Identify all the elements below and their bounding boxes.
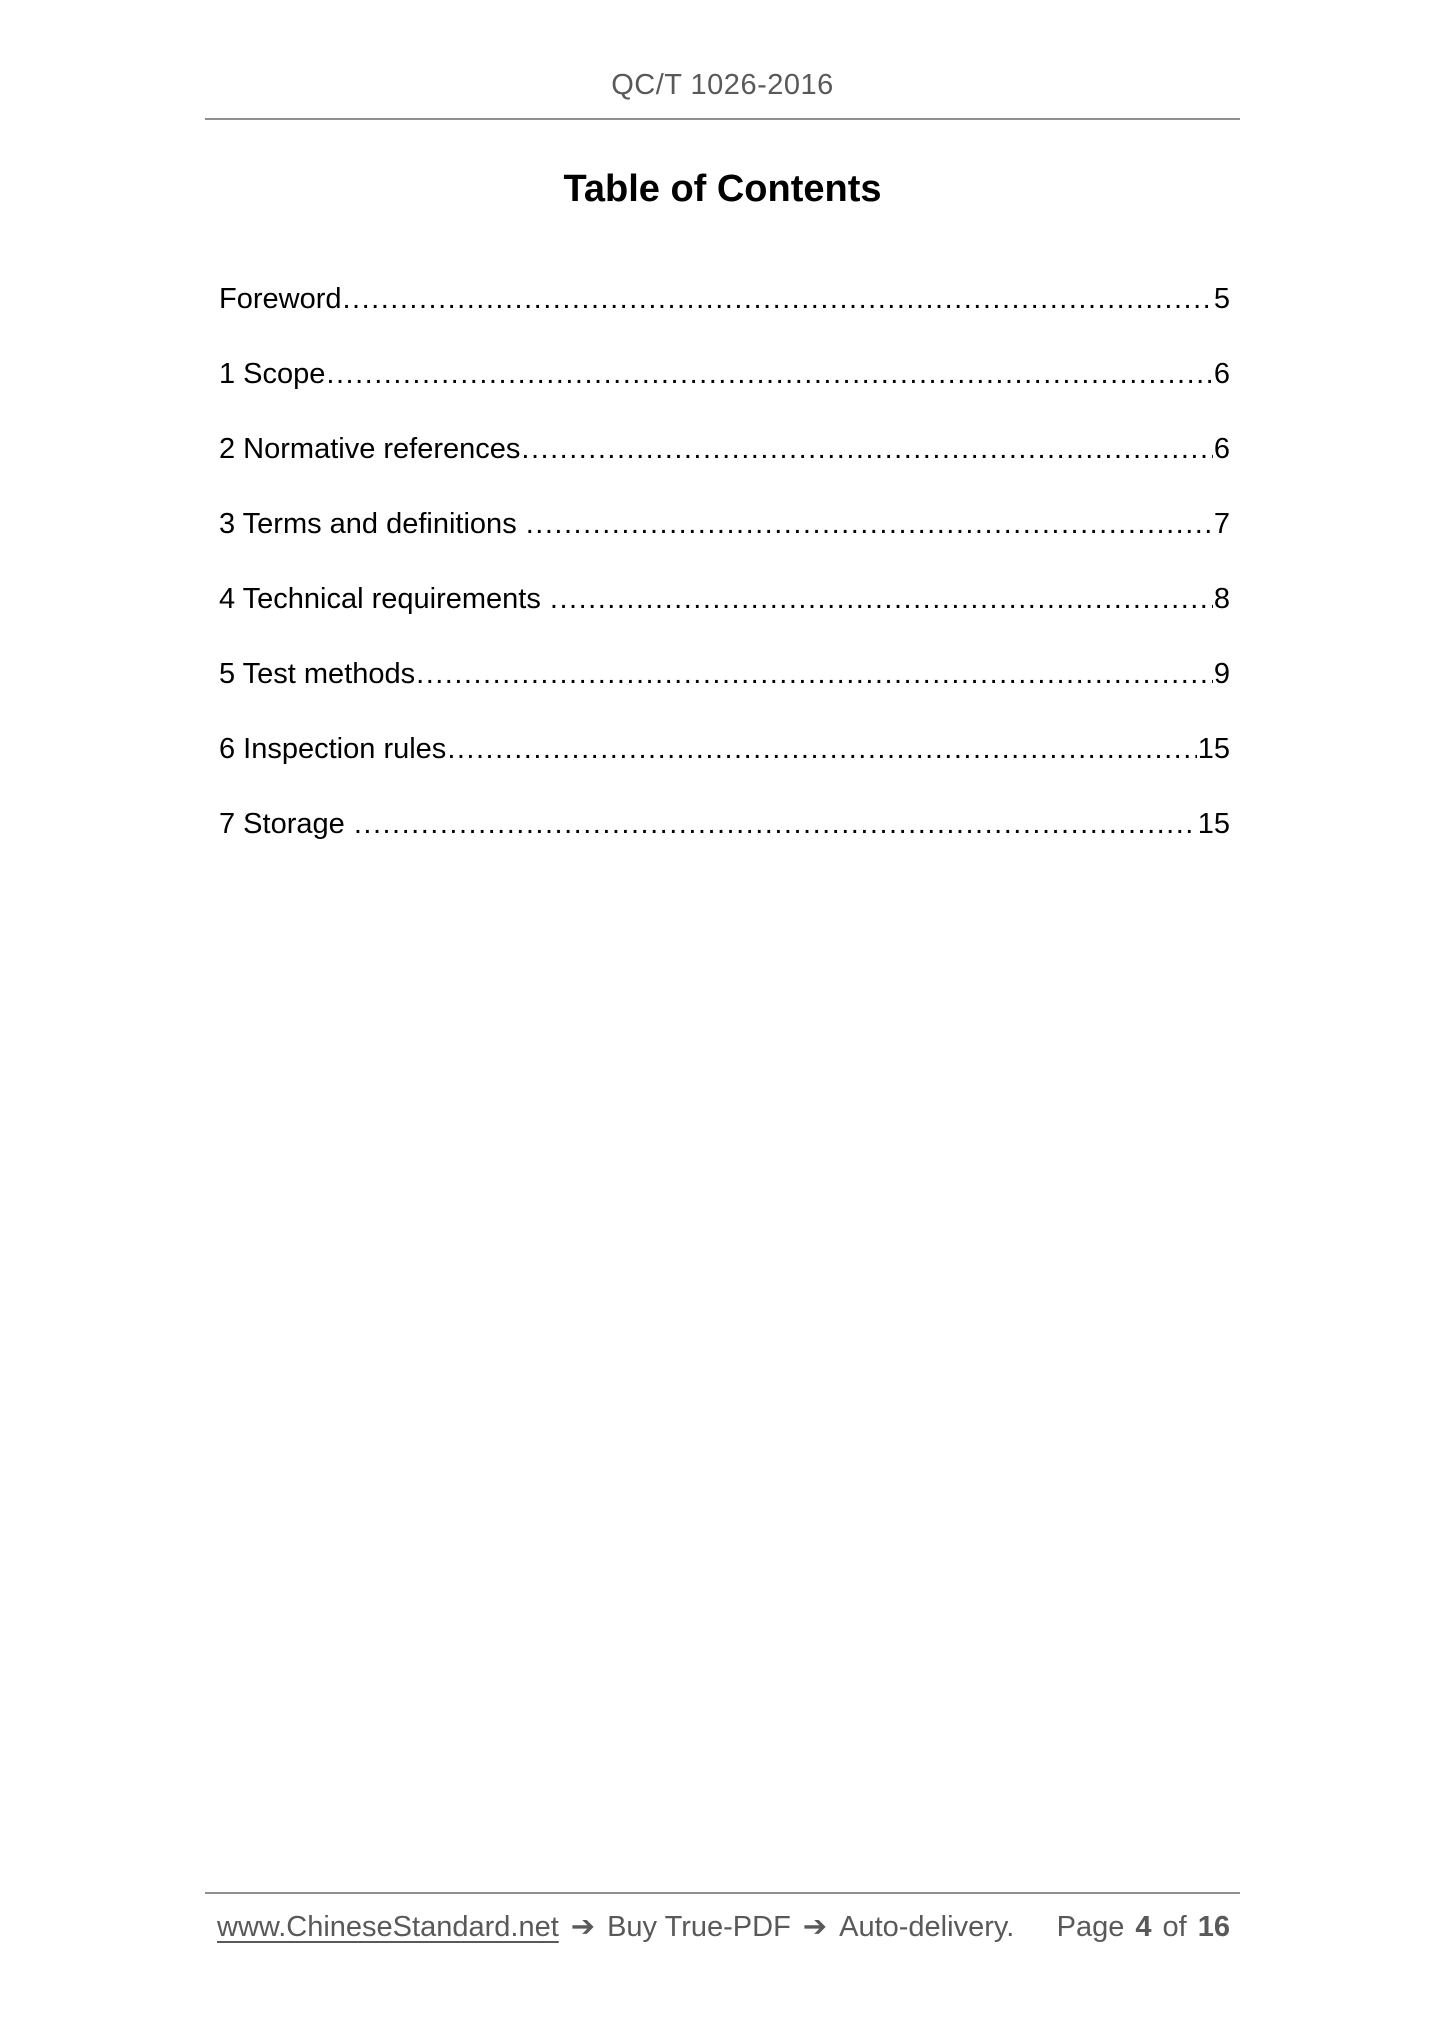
table-of-contents bbox=[205, 282, 1240, 882]
toc-entry bbox=[219, 282, 1230, 316]
arrow-right-icon: ➔ bbox=[802, 1911, 828, 1943]
toc-leader-dots bbox=[521, 432, 1212, 466]
footer-action-buy: Buy True-PDF bbox=[607, 1911, 791, 1943]
toc-entry-page: 8 bbox=[1213, 583, 1230, 615]
toc-entry-label: 6 Inspection rules bbox=[219, 733, 447, 765]
footer-info bbox=[217, 1910, 1014, 1944]
toc-leader-dots bbox=[447, 732, 1196, 766]
toc-entry-label: 3 Terms and definitions bbox=[219, 508, 525, 540]
footer-divider bbox=[205, 1892, 1240, 1894]
of-word: of bbox=[1162, 1911, 1187, 1943]
toc-leader-dots bbox=[526, 507, 1213, 541]
page-current-number: 4 bbox=[1135, 1911, 1152, 1943]
toc-entry bbox=[219, 807, 1230, 841]
toc-entry-label: 2 Normative references bbox=[219, 433, 521, 465]
toc-leader-dots bbox=[354, 807, 1197, 841]
toc-entry bbox=[219, 507, 1230, 541]
toc-entry bbox=[219, 657, 1230, 691]
toc-entry bbox=[219, 357, 1230, 391]
toc-entry-label: 1 Scope bbox=[219, 358, 326, 390]
website-link[interactable]: www.ChineseStandard.net bbox=[217, 1911, 559, 1943]
footer-action-delivery: Auto-delivery. bbox=[839, 1911, 1015, 1943]
toc-leader-dots bbox=[416, 657, 1213, 691]
toc-leader-dots bbox=[550, 582, 1213, 616]
toc-entry-page: 6 bbox=[1213, 358, 1230, 390]
arrow-right-icon: ➔ bbox=[570, 1911, 596, 1943]
page-title: Table of Contents bbox=[563, 168, 882, 210]
toc-entry-label: 4 Technical requirements bbox=[219, 583, 549, 615]
toc-leader-dots bbox=[326, 357, 1212, 391]
page-total-number: 16 bbox=[1197, 1911, 1230, 1943]
page-footer bbox=[0, 1892, 1445, 2044]
toc-entry-page: 9 bbox=[1213, 658, 1230, 690]
toc-entry-label: 7 Storage bbox=[219, 808, 353, 840]
toc-entry-label: Foreword bbox=[219, 283, 342, 315]
doc-number: QC/T 1026-2016 bbox=[611, 69, 834, 101]
toc-entry bbox=[219, 582, 1230, 616]
toc-entry bbox=[219, 732, 1230, 766]
header-divider bbox=[205, 118, 1240, 120]
toc-entry-page: 5 bbox=[1213, 283, 1230, 315]
toc-entry-page: 6 bbox=[1213, 433, 1230, 465]
toc-entry-label: 5 Test methods bbox=[219, 658, 416, 690]
toc-entry-page: 15 bbox=[1197, 733, 1230, 765]
page-word: Page bbox=[1056, 1911, 1125, 1943]
toc-entry-page: 7 bbox=[1213, 508, 1230, 540]
toc-entry bbox=[219, 432, 1230, 466]
page-indicator bbox=[1057, 1910, 1230, 1944]
toc-leader-dots bbox=[343, 282, 1213, 316]
toc-entry-page: 15 bbox=[1197, 808, 1230, 840]
